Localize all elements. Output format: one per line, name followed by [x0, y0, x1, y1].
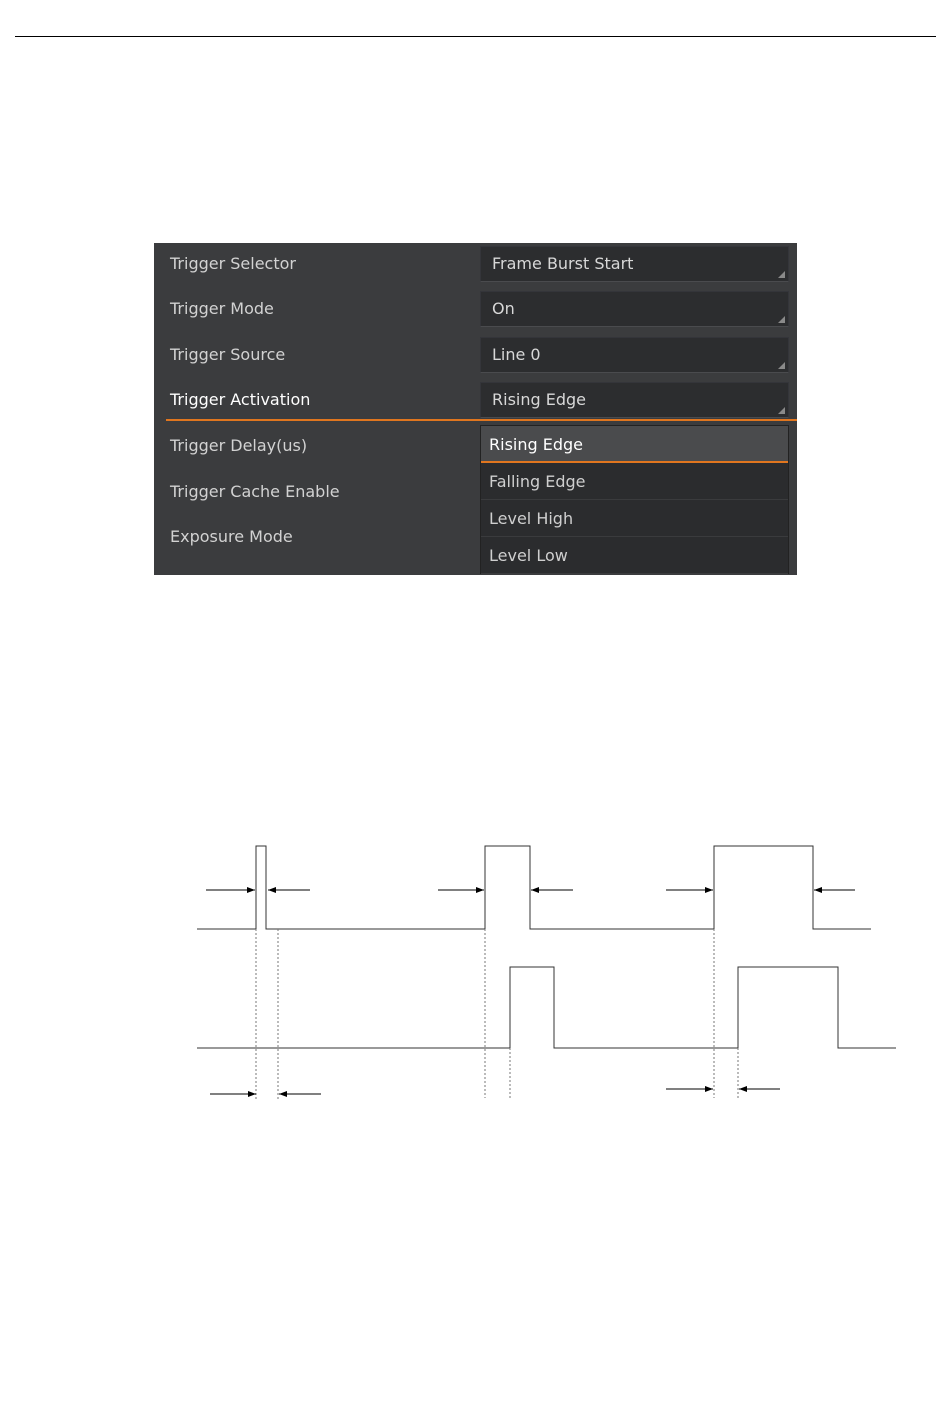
exposure-signal-waveform [197, 967, 896, 1048]
exposure-mode-label: Exposure Mode [170, 527, 293, 546]
trigger-mode-label: Trigger Mode [170, 299, 274, 318]
trigger-cache-enable-label: Trigger Cache Enable [170, 482, 340, 501]
trigger-selector-label: Trigger Selector [170, 254, 296, 273]
trigger-delay-arrows [210, 1089, 780, 1094]
option-rising-edge[interactable]: Rising Edge [481, 426, 788, 463]
trigger-selector-value: Frame Burst Start [492, 254, 634, 273]
trigger-signal-waveform [197, 846, 871, 929]
trigger-mode-value: On [492, 299, 515, 318]
trigger-delay-label: Trigger Delay(us) [170, 436, 308, 455]
trigger-source-label: Trigger Source [170, 345, 286, 364]
option-falling-edge[interactable]: Falling Edge [481, 463, 788, 500]
timing-guide-lines [256, 929, 738, 1100]
trigger-activation-label: Trigger Activation [170, 390, 311, 409]
trigger-source-value: Line 0 [492, 345, 541, 364]
trigger-activation-value: Rising Edge [492, 390, 586, 409]
option-level-high[interactable]: Level High [481, 500, 788, 537]
option-level-low[interactable]: Level Low [481, 537, 788, 574]
